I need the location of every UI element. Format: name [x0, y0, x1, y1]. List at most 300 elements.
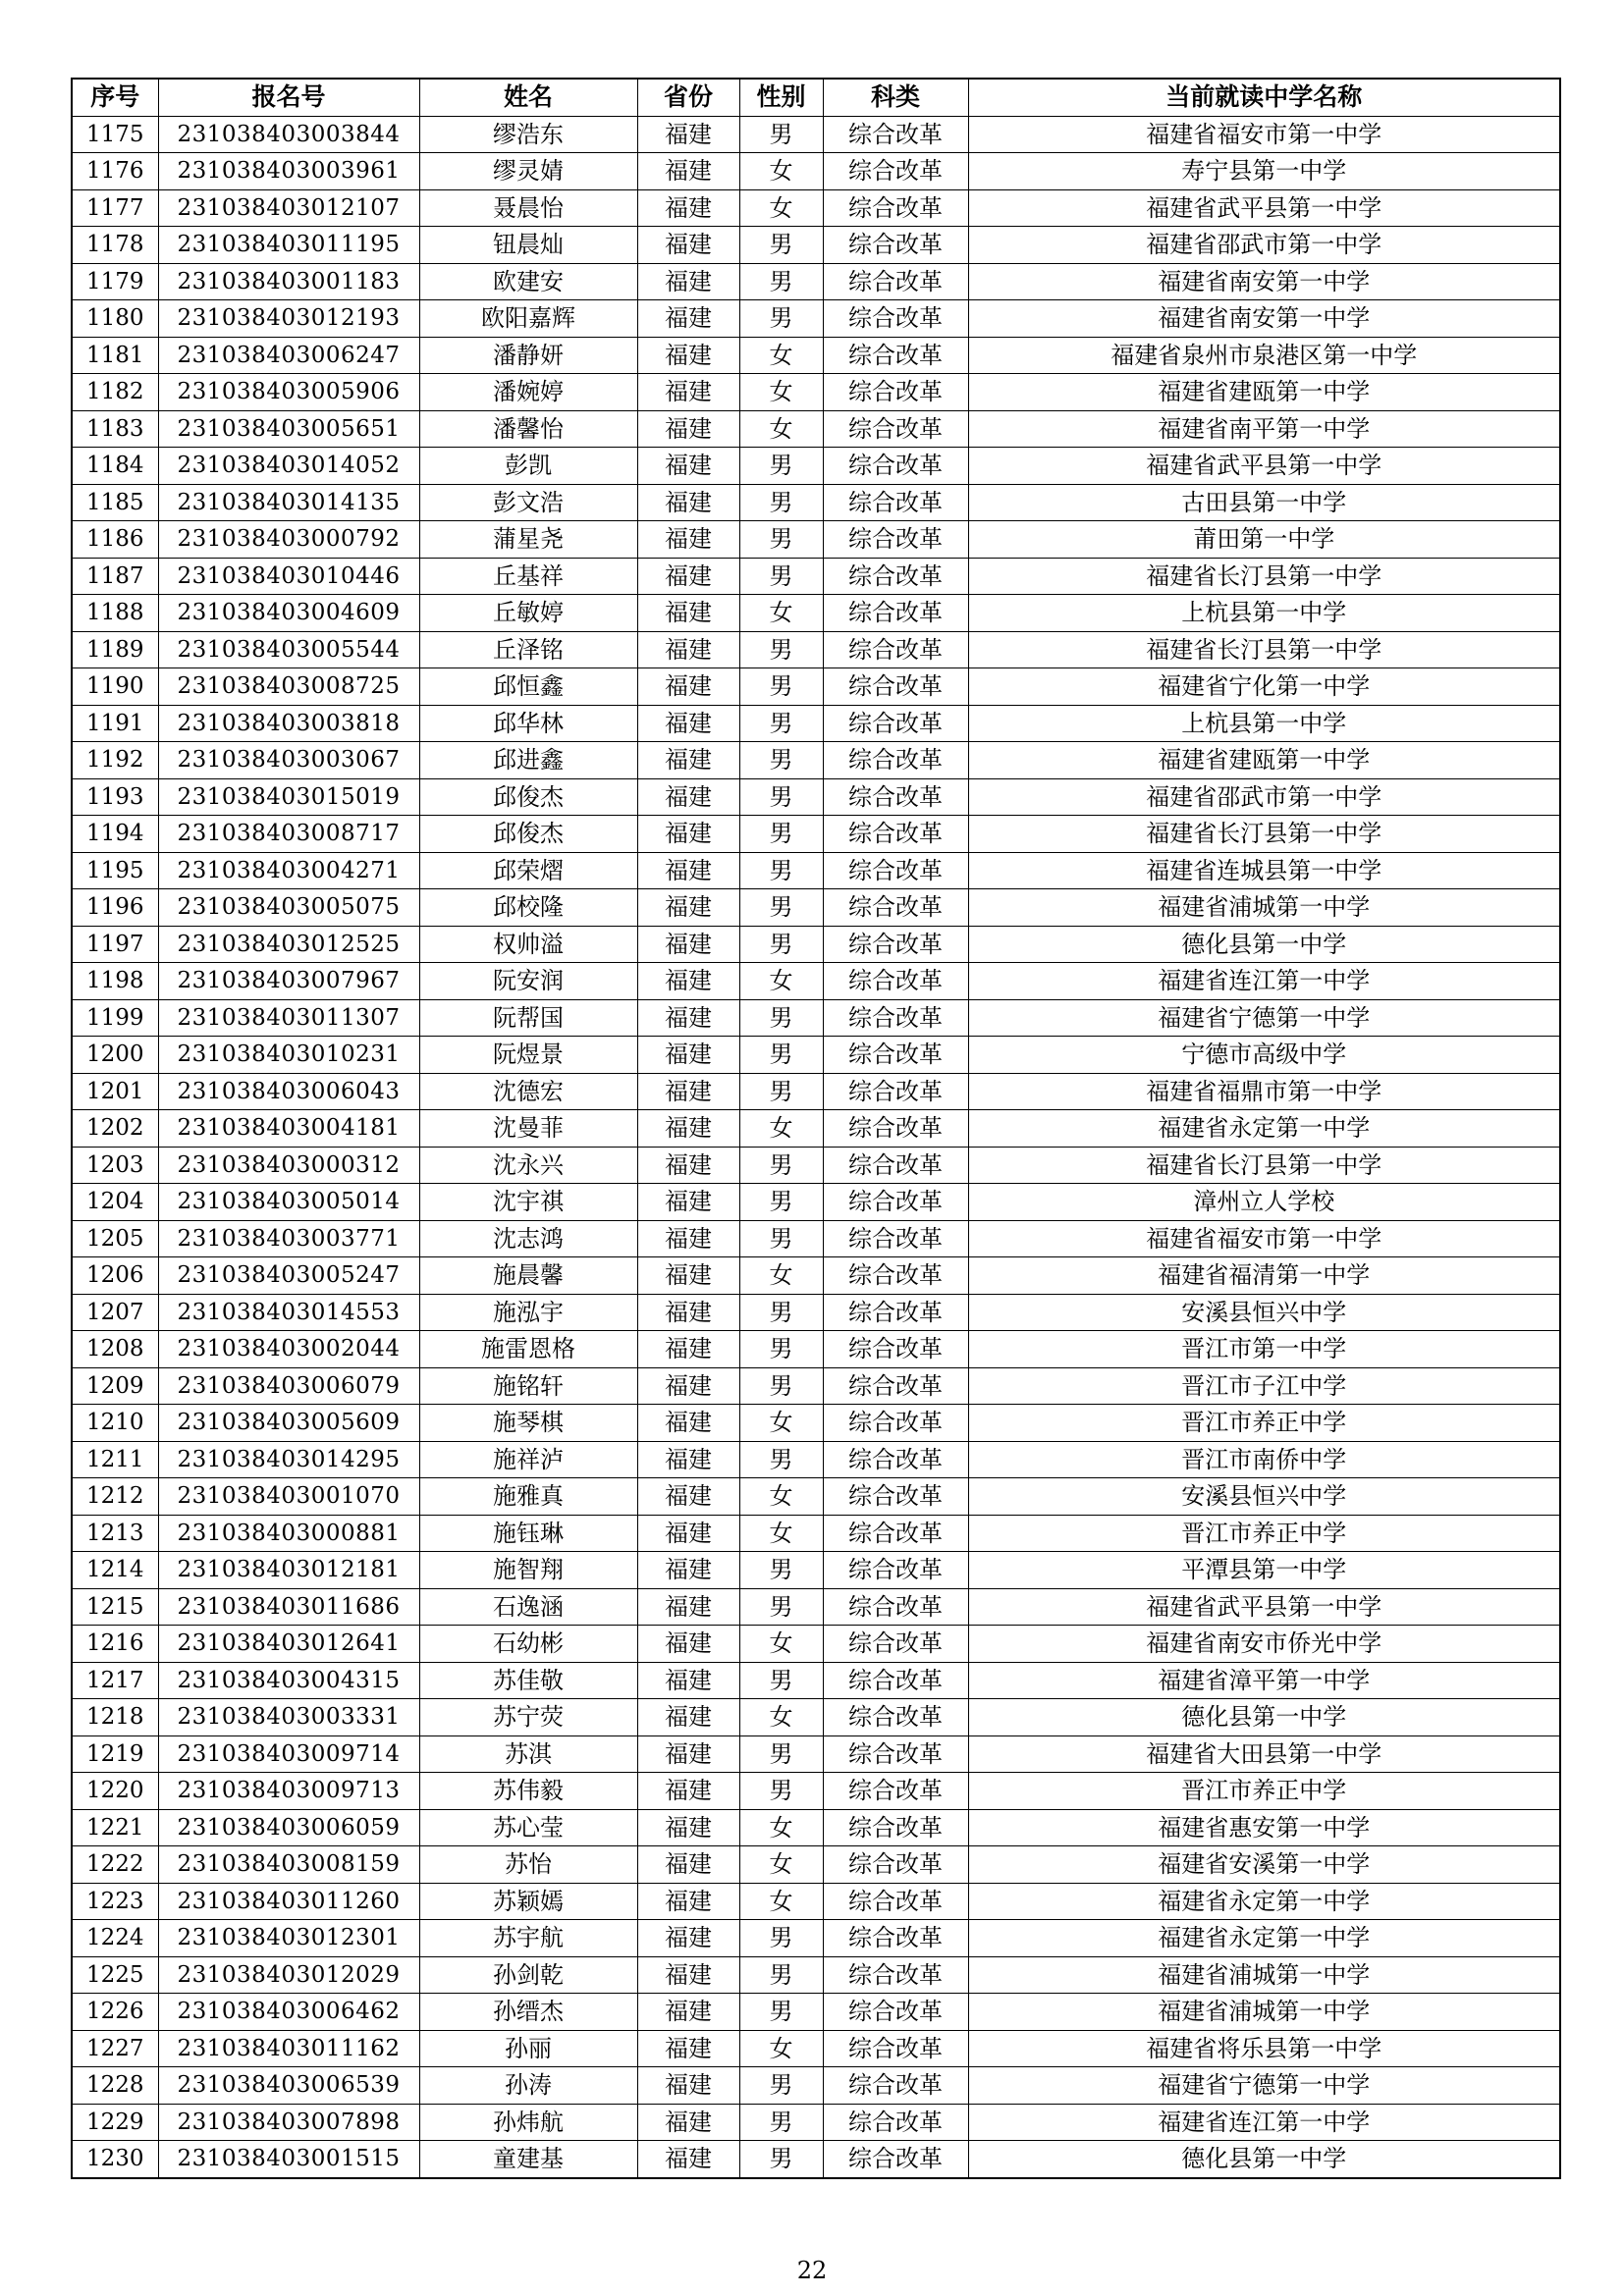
cell-seq: 1211: [72, 1441, 158, 1478]
table-row: [72, 2104, 1560, 2141]
cell-name: 邱恒鑫: [419, 668, 637, 706]
cell-seq: 1177: [72, 189, 158, 227]
cell-seq: 1226: [72, 1994, 158, 2031]
cell-province: 福建: [637, 1699, 739, 1736]
cell-province: 福建: [637, 337, 739, 374]
cell-name: 阮安润: [419, 963, 637, 1000]
cell-seq: 1176: [72, 153, 158, 190]
cell-gender: 男: [739, 926, 823, 963]
cell-province: 福建: [637, 778, 739, 816]
cell-seq: 1192: [72, 742, 158, 779]
cell-gender: 男: [739, 1552, 823, 1589]
cell-registration-no: 231038403001515: [158, 2141, 419, 2178]
cell-name: 邱俊杰: [419, 816, 637, 853]
cell-province: 福建: [637, 1735, 739, 1773]
cell-subject: 综合改革: [823, 448, 968, 485]
cell-seq: 1203: [72, 1147, 158, 1184]
cell-school: 福建省浦城第一中学: [968, 1994, 1560, 2031]
cell-subject: 综合改革: [823, 742, 968, 779]
cell-province: 福建: [637, 1773, 739, 1810]
cell-school: 晋江市南侨中学: [968, 1441, 1560, 1478]
cell-subject: 综合改革: [823, 1257, 968, 1295]
cell-province: 福建: [637, 705, 739, 742]
cell-gender: 女: [739, 189, 823, 227]
cell-province: 福建: [637, 926, 739, 963]
cell-registration-no: 231038403003331: [158, 1699, 419, 1736]
table-row: [72, 1699, 1560, 1736]
table-row: [72, 1809, 1560, 1846]
cell-subject: 综合改革: [823, 1662, 968, 1699]
cell-name: 邱校隆: [419, 889, 637, 927]
cell-subject: 综合改革: [823, 1626, 968, 1663]
cell-name: 施钰琳: [419, 1515, 637, 1552]
cell-province: 福建: [637, 668, 739, 706]
cell-province: 福建: [637, 189, 739, 227]
cell-province: 福建: [637, 595, 739, 632]
cell-seq: 1225: [72, 1956, 158, 1994]
cell-subject: 综合改革: [823, 963, 968, 1000]
cell-seq: 1199: [72, 999, 158, 1037]
cell-registration-no: 231038403012301: [158, 1920, 419, 1957]
cell-province: 福建: [637, 852, 739, 889]
cell-province: 福建: [637, 1367, 739, 1405]
table-row: [72, 448, 1560, 485]
table-row: [72, 1037, 1560, 1074]
cell-name: 丘敏婷: [419, 595, 637, 632]
table-row: [72, 668, 1560, 706]
header-school: 当前就读中学名称: [968, 79, 1560, 116]
cell-gender: 女: [739, 1515, 823, 1552]
table-row: [72, 1552, 1560, 1589]
cell-school: 福建省泉州市泉港区第一中学: [968, 337, 1560, 374]
cell-registration-no: 231038403010446: [158, 558, 419, 595]
cell-subject: 综合改革: [823, 1809, 968, 1846]
cell-registration-no: 231038403009714: [158, 1735, 419, 1773]
cell-seq: 1208: [72, 1331, 158, 1368]
table-row: [72, 1405, 1560, 1442]
cell-registration-no: 231038403014295: [158, 1441, 419, 1478]
cell-province: 福建: [637, 300, 739, 338]
cell-subject: 综合改革: [823, 227, 968, 264]
cell-registration-no: 231038403000881: [158, 1515, 419, 1552]
cell-seq: 1201: [72, 1073, 158, 1110]
cell-province: 福建: [637, 1110, 739, 1148]
table-row: [72, 2067, 1560, 2105]
table-row: [72, 705, 1560, 742]
cell-province: 福建: [637, 1147, 739, 1184]
cell-seq: 1206: [72, 1257, 158, 1295]
cell-gender: 男: [739, 263, 823, 300]
cell-school: 福建省连江第一中学: [968, 963, 1560, 1000]
cell-subject: 综合改革: [823, 558, 968, 595]
cell-registration-no: 231038403000312: [158, 1147, 419, 1184]
cell-registration-no: 231038403008725: [158, 668, 419, 706]
cell-subject: 综合改革: [823, 1294, 968, 1331]
cell-province: 福建: [637, 410, 739, 448]
cell-gender: 女: [739, 1846, 823, 1884]
cell-province: 福建: [637, 963, 739, 1000]
cell-seq: 1175: [72, 116, 158, 153]
cell-registration-no: 231038403012181: [158, 1552, 419, 1589]
cell-province: 福建: [637, 484, 739, 521]
cell-gender: 女: [739, 1809, 823, 1846]
header-name: 姓名: [419, 79, 637, 116]
cell-registration-no: 231038403005075: [158, 889, 419, 927]
cell-school: 福建省邵武市第一中学: [968, 778, 1560, 816]
cell-school: 上杭县第一中学: [968, 705, 1560, 742]
cell-province: 福建: [637, 1846, 739, 1884]
header-province: 省份: [637, 79, 739, 116]
cell-province: 福建: [637, 558, 739, 595]
cell-gender: 男: [739, 1147, 823, 1184]
cell-seq: 1191: [72, 705, 158, 742]
cell-name: 邱华林: [419, 705, 637, 742]
cell-school: 福建省南平第一中学: [968, 410, 1560, 448]
cell-gender: 女: [739, 374, 823, 411]
table-row: [72, 963, 1560, 1000]
cell-subject: 综合改革: [823, 337, 968, 374]
cell-subject: 综合改革: [823, 263, 968, 300]
cell-registration-no: 231038403014553: [158, 1294, 419, 1331]
cell-school: 福建省将乐县第一中学: [968, 2030, 1560, 2067]
cell-school: 平潭县第一中学: [968, 1552, 1560, 1589]
cell-name: 苏伟毅: [419, 1773, 637, 1810]
cell-name: 孙剑乾: [419, 1956, 637, 1994]
cell-subject: 综合改革: [823, 116, 968, 153]
cell-gender: 男: [739, 1184, 823, 1221]
cell-name: 潘静妍: [419, 337, 637, 374]
cell-registration-no: 231038403008717: [158, 816, 419, 853]
cell-registration-no: 231038403011260: [158, 1883, 419, 1920]
table-row: [72, 889, 1560, 927]
cell-seq: 1179: [72, 263, 158, 300]
admission-list-table: [71, 78, 1561, 2179]
cell-gender: 男: [739, 999, 823, 1037]
cell-school: 福建省永定第一中学: [968, 1883, 1560, 1920]
cell-registration-no: 231038403006079: [158, 1367, 419, 1405]
cell-subject: 综合改革: [823, 521, 968, 559]
cell-name: 缪灵婧: [419, 153, 637, 190]
table-row: [72, 1735, 1560, 1773]
cell-subject: 综合改革: [823, 668, 968, 706]
cell-registration-no: 231038403009713: [158, 1773, 419, 1810]
cell-gender: 男: [739, 1956, 823, 1994]
cell-province: 福建: [637, 1294, 739, 1331]
cell-seq: 1200: [72, 1037, 158, 1074]
cell-name: 施祥泸: [419, 1441, 637, 1478]
cell-gender: 女: [739, 410, 823, 448]
table-row: [72, 1846, 1560, 1884]
cell-gender: 男: [739, 631, 823, 668]
cell-registration-no: 231038403005609: [158, 1405, 419, 1442]
cell-school: 德化县第一中学: [968, 1699, 1560, 1736]
cell-registration-no: 231038403014135: [158, 484, 419, 521]
table-row: [72, 1147, 1560, 1184]
cell-name: 阮煜景: [419, 1037, 637, 1074]
cell-school: 莆田第一中学: [968, 521, 1560, 559]
cell-subject: 综合改革: [823, 926, 968, 963]
cell-school: 福建省武平县第一中学: [968, 189, 1560, 227]
cell-province: 福建: [637, 1626, 739, 1663]
cell-gender: 男: [739, 1220, 823, 1257]
cell-province: 福建: [637, 1809, 739, 1846]
cell-school: 福建省长汀县第一中学: [968, 1147, 1560, 1184]
cell-name: 孙缙杰: [419, 1994, 637, 2031]
cell-province: 福建: [637, 1883, 739, 1920]
cell-school: 福建省宁德第一中学: [968, 999, 1560, 1037]
cell-gender: 男: [739, 2141, 823, 2178]
cell-school: 晋江市养正中学: [968, 1515, 1560, 1552]
cell-name: 苏宇航: [419, 1920, 637, 1957]
cell-registration-no: 231038403007967: [158, 963, 419, 1000]
cell-subject: 综合改革: [823, 300, 968, 338]
cell-province: 福建: [637, 1515, 739, 1552]
cell-subject: 综合改革: [823, 1956, 968, 1994]
table-row: [72, 999, 1560, 1037]
cell-registration-no: 231038403004609: [158, 595, 419, 632]
cell-subject: 综合改革: [823, 1699, 968, 1736]
cell-gender: 女: [739, 595, 823, 632]
cell-name: 邱荣熠: [419, 852, 637, 889]
cell-subject: 综合改革: [823, 2141, 968, 2178]
table-row: [72, 926, 1560, 963]
cell-gender: 男: [739, 1367, 823, 1405]
cell-province: 福建: [637, 1994, 739, 2031]
cell-seq: 1190: [72, 668, 158, 706]
cell-gender: 男: [739, 1735, 823, 1773]
cell-registration-no: 231038403003961: [158, 153, 419, 190]
table-row: [72, 116, 1560, 153]
table-row: [72, 2030, 1560, 2067]
table-row: [72, 484, 1560, 521]
cell-registration-no: 231038403003067: [158, 742, 419, 779]
cell-province: 福建: [637, 116, 739, 153]
cell-school: 福建省南安第一中学: [968, 300, 1560, 338]
cell-registration-no: 231038403012193: [158, 300, 419, 338]
cell-seq: 1213: [72, 1515, 158, 1552]
cell-name: 施泓宇: [419, 1294, 637, 1331]
cell-seq: 1182: [72, 374, 158, 411]
cell-subject: 综合改革: [823, 1367, 968, 1405]
cell-province: 福建: [637, 374, 739, 411]
cell-registration-no: 231038403012525: [158, 926, 419, 963]
cell-province: 福建: [637, 1552, 739, 1589]
table-row: [72, 374, 1560, 411]
cell-province: 福建: [637, 816, 739, 853]
header-subject: 科类: [823, 79, 968, 116]
cell-subject: 综合改革: [823, 595, 968, 632]
header-gender: 性别: [739, 79, 823, 116]
table-row: [72, 1956, 1560, 1994]
cell-school: 福建省福清第一中学: [968, 1257, 1560, 1295]
cell-seq: 1204: [72, 1184, 158, 1221]
cell-registration-no: 231038403001183: [158, 263, 419, 300]
cell-name: 苏佳敬: [419, 1662, 637, 1699]
cell-seq: 1193: [72, 778, 158, 816]
cell-registration-no: 231038403006059: [158, 1809, 419, 1846]
cell-name: 聂晨怡: [419, 189, 637, 227]
cell-province: 福建: [637, 2067, 739, 2105]
cell-name: 邱俊杰: [419, 778, 637, 816]
cell-gender: 男: [739, 705, 823, 742]
table-row: [72, 1920, 1560, 1957]
table-row: [72, 1331, 1560, 1368]
cell-registration-no: 231038403005651: [158, 410, 419, 448]
cell-school: 福建省安溪第一中学: [968, 1846, 1560, 1884]
cell-registration-no: 231038403006539: [158, 2067, 419, 2105]
cell-gender: 男: [739, 1920, 823, 1957]
cell-registration-no: 231038403010231: [158, 1037, 419, 1074]
cell-province: 福建: [637, 2104, 739, 2141]
cell-gender: 女: [739, 153, 823, 190]
cell-subject: 综合改革: [823, 1441, 968, 1478]
cell-registration-no: 231038403006043: [158, 1073, 419, 1110]
cell-name: 孙丽: [419, 2030, 637, 2067]
table-body: [72, 116, 1560, 2178]
cell-registration-no: 231038403002044: [158, 1331, 419, 1368]
cell-school: 漳州立人学校: [968, 1184, 1560, 1221]
cell-name: 沈曼菲: [419, 1110, 637, 1148]
cell-subject: 综合改革: [823, 1883, 968, 1920]
cell-school: 晋江市养正中学: [968, 1773, 1560, 1810]
cell-gender: 女: [739, 963, 823, 1000]
cell-registration-no: 231038403003844: [158, 116, 419, 153]
table-row: [72, 558, 1560, 595]
header-registration-no: 报名号: [158, 79, 419, 116]
cell-subject: 综合改革: [823, 1773, 968, 1810]
table-row: [72, 2141, 1560, 2178]
cell-school: 福建省连江第一中学: [968, 2104, 1560, 2141]
table-row: [72, 1662, 1560, 1699]
table-row: [72, 1773, 1560, 1810]
cell-registration-no: 231038403012107: [158, 189, 419, 227]
cell-gender: 男: [739, 116, 823, 153]
cell-subject: 综合改革: [823, 1331, 968, 1368]
cell-province: 福建: [637, 1441, 739, 1478]
cell-registration-no: 231038403006462: [158, 1994, 419, 2031]
cell-subject: 综合改革: [823, 484, 968, 521]
cell-seq: 1214: [72, 1552, 158, 1589]
table-row: [72, 153, 1560, 190]
cell-gender: 男: [739, 448, 823, 485]
cell-seq: 1212: [72, 1478, 158, 1516]
table-row: [72, 631, 1560, 668]
table-row: [72, 337, 1560, 374]
table-row: [72, 1441, 1560, 1478]
cell-seq: 1180: [72, 300, 158, 338]
table-row: [72, 227, 1560, 264]
cell-seq: 1181: [72, 337, 158, 374]
cell-seq: 1215: [72, 1588, 158, 1626]
cell-school: 福建省漳平第一中学: [968, 1662, 1560, 1699]
cell-school: 福建省福安市第一中学: [968, 1220, 1560, 1257]
table-row: [72, 1478, 1560, 1516]
cell-subject: 综合改革: [823, 189, 968, 227]
cell-subject: 综合改革: [823, 1552, 968, 1589]
cell-school: 福建省武平县第一中学: [968, 1588, 1560, 1626]
cell-gender: 女: [739, 1699, 823, 1736]
cell-name: 沈德宏: [419, 1073, 637, 1110]
cell-name: 苏怡: [419, 1846, 637, 1884]
cell-province: 福建: [637, 742, 739, 779]
table-row: [72, 1883, 1560, 1920]
cell-subject: 综合改革: [823, 816, 968, 853]
cell-province: 福建: [637, 2141, 739, 2178]
table-row: [72, 1515, 1560, 1552]
cell-province: 福建: [637, 1257, 739, 1295]
cell-name: 欧阳嘉辉: [419, 300, 637, 338]
cell-province: 福建: [637, 1478, 739, 1516]
cell-seq: 1186: [72, 521, 158, 559]
cell-school: 寿宁县第一中学: [968, 153, 1560, 190]
cell-school: 福建省长汀县第一中学: [968, 816, 1560, 853]
cell-province: 福建: [637, 999, 739, 1037]
cell-seq: 1184: [72, 448, 158, 485]
cell-gender: 男: [739, 1662, 823, 1699]
table-header-row: [72, 79, 1560, 116]
table-row: [72, 1994, 1560, 2031]
cell-registration-no: 231038403011195: [158, 227, 419, 264]
cell-registration-no: 231038403012029: [158, 1956, 419, 1994]
cell-school: 福建省长汀县第一中学: [968, 631, 1560, 668]
cell-school: 古田县第一中学: [968, 484, 1560, 521]
cell-subject: 综合改革: [823, 999, 968, 1037]
cell-province: 福建: [637, 1073, 739, 1110]
cell-name: 蒲星尧: [419, 521, 637, 559]
cell-school: 德化县第一中学: [968, 926, 1560, 963]
cell-school: 德化县第一中学: [968, 2141, 1560, 2178]
cell-gender: 男: [739, 1994, 823, 2031]
cell-gender: 男: [739, 2104, 823, 2141]
cell-registration-no: 231038403006247: [158, 337, 419, 374]
cell-school: 晋江市子江中学: [968, 1367, 1560, 1405]
cell-subject: 综合改革: [823, 705, 968, 742]
cell-registration-no: 231038403000792: [158, 521, 419, 559]
cell-gender: 男: [739, 889, 823, 927]
table-row: [72, 1073, 1560, 1110]
cell-gender: 男: [739, 1773, 823, 1810]
cell-subject: 综合改革: [823, 2104, 968, 2141]
cell-name: 欧建安: [419, 263, 637, 300]
cell-name: 石幼彬: [419, 1626, 637, 1663]
cell-name: 沈宇祺: [419, 1184, 637, 1221]
cell-name: 沈永兴: [419, 1147, 637, 1184]
cell-seq: 1220: [72, 1773, 158, 1810]
cell-seq: 1217: [72, 1662, 158, 1699]
cell-school: 宁德市高级中学: [968, 1037, 1560, 1074]
cell-gender: 男: [739, 1294, 823, 1331]
cell-registration-no: 231038403008159: [158, 1846, 419, 1884]
cell-seq: 1205: [72, 1220, 158, 1257]
cell-seq: 1183: [72, 410, 158, 448]
cell-gender: 男: [739, 300, 823, 338]
cell-school: 福建省建瓯第一中学: [968, 742, 1560, 779]
cell-province: 福建: [637, 227, 739, 264]
cell-school: 福建省浦城第一中学: [968, 889, 1560, 927]
cell-registration-no: 231038403005247: [158, 1257, 419, 1295]
table-row: [72, 742, 1560, 779]
cell-registration-no: 231038403003771: [158, 1220, 419, 1257]
cell-subject: 综合改革: [823, 778, 968, 816]
cell-name: 彭文浩: [419, 484, 637, 521]
cell-province: 福建: [637, 448, 739, 485]
cell-gender: 女: [739, 1405, 823, 1442]
table-row: [72, 263, 1560, 300]
cell-registration-no: 231038403015019: [158, 778, 419, 816]
cell-subject: 综合改革: [823, 852, 968, 889]
cell-gender: 男: [739, 2067, 823, 2105]
cell-school: 晋江市第一中学: [968, 1331, 1560, 1368]
